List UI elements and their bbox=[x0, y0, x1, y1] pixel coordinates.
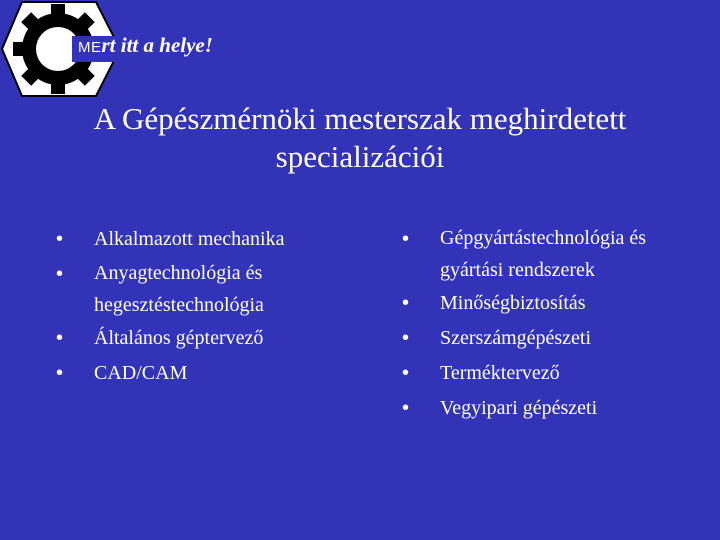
slide-title bbox=[30, 100, 690, 176]
list-item-text: Általános géptervező bbox=[94, 327, 264, 349]
left-bullet-list bbox=[56, 222, 366, 391]
list-item-text: Szerszámgépészeti bbox=[440, 327, 592, 349]
list-item-text: Alkalmazott mechanika bbox=[94, 228, 285, 250]
bullet-icon: • bbox=[56, 228, 64, 250]
list-item bbox=[402, 286, 702, 321]
list-item-text: Vegyipari gépészeti bbox=[440, 397, 598, 419]
right-bullet-list bbox=[402, 222, 702, 426]
list-item bbox=[402, 356, 702, 391]
bullet-icon: • bbox=[56, 362, 64, 384]
list-item bbox=[402, 321, 702, 356]
list-item bbox=[56, 257, 366, 321]
list-item bbox=[56, 321, 366, 356]
list-item-text: Gépgyártástechnológia és bbox=[440, 227, 647, 249]
list-item bbox=[56, 356, 366, 391]
list-item-text: Anyagtechnológia és bbox=[94, 262, 263, 284]
bullet-icon: • bbox=[402, 228, 410, 250]
list-item-text-continued: hegesztéstechnológia bbox=[94, 294, 264, 316]
list-item bbox=[56, 222, 366, 257]
list-item-text: Minőségbiztosítás bbox=[440, 292, 586, 314]
slide-title-line2: specializációi bbox=[275, 139, 445, 174]
list-item bbox=[402, 391, 702, 426]
slide-title-line1: A Gépészmérnöki mesterszak meghirdetett bbox=[93, 101, 627, 136]
slogan-text: rt itt a helye! bbox=[101, 33, 213, 57]
list-item bbox=[402, 222, 702, 286]
list-item-text-continued: gyártási rendszerek bbox=[440, 259, 595, 281]
list-item-text: CAD/CAM bbox=[94, 362, 188, 384]
slogan-badge: ME bbox=[78, 39, 102, 56]
bullet-icon: • bbox=[56, 263, 64, 285]
list-item-text: Terméktervező bbox=[440, 362, 560, 384]
bullet-icon: • bbox=[402, 397, 410, 419]
slogan bbox=[78, 33, 213, 58]
bullet-icon: • bbox=[402, 292, 410, 314]
bullet-icon: • bbox=[402, 327, 410, 349]
bullet-icon: • bbox=[402, 362, 410, 384]
bullet-icon: • bbox=[56, 327, 64, 349]
